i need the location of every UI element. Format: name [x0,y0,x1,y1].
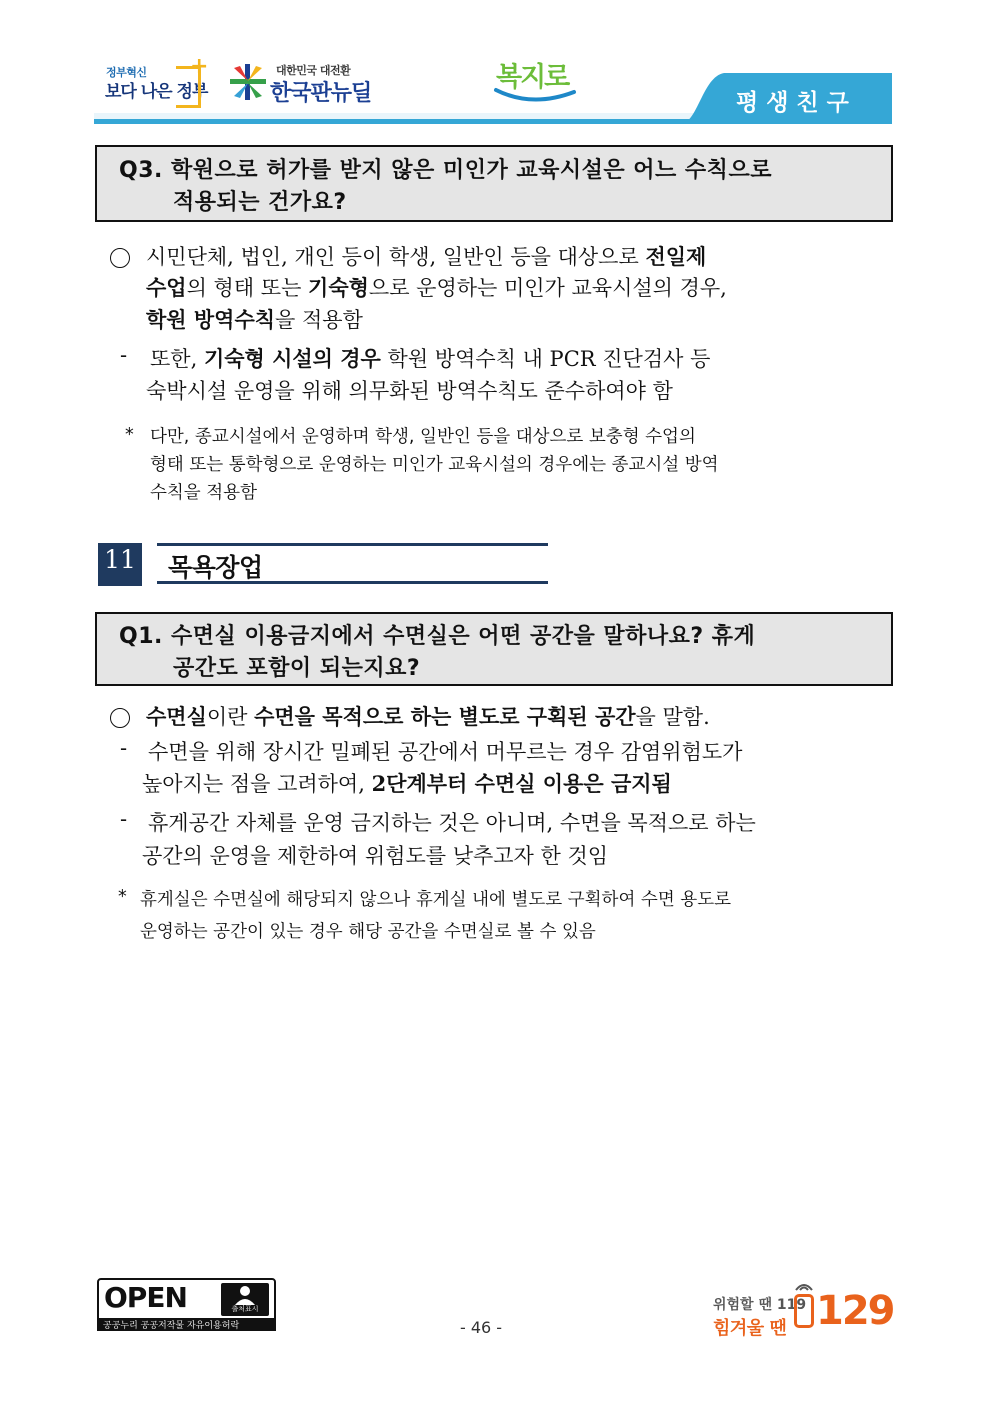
detail-bold-text: 기숙형 시설의 경우 [203,346,381,371]
dash-bullet: - [120,736,128,760]
answer-line [146,304,363,334]
question-box-q3 [95,145,893,222]
question-title-line2: 적용되는 건가요? [173,190,347,215]
circle-bullet-icon [110,248,130,268]
answer-bold-text: 수업 [146,275,187,300]
answer-text: 시민단체, 법인, 개인 등이 학생, 일반인 등을 대상으로 [146,245,646,269]
answer-text: 의 형태 또는 [186,276,309,300]
section-title-rule-top [157,543,548,546]
plus-icon: + [190,54,209,79]
hotline-129-number: 129 [816,1288,894,1334]
note-line: 수칙을 적용함 [150,483,257,503]
answer-text: 이란 [206,705,255,729]
detail-bold-text: 2단계부터 수면실 이용은 금지됨 [371,771,672,796]
attribution-label: 출처표시 [231,1305,259,1313]
hotline-119-text: 위험할 땐 119 [713,1297,807,1313]
answer-line [146,272,727,302]
dash-bullet: - [120,343,128,367]
kogl-bar-text: 공공누리 공공저작물 자유이용허락 [103,1321,240,1331]
question-title-line1: Q3. 학원으로 허가를 받지 않은 미인가 교육시설은 어느 수칙으로 [119,158,772,183]
question-title-line1: Q1. 수면실 이용금지에서 수면실은 어떤 공간을 말하나요? 휴게 [119,624,756,649]
person-icon [221,1283,269,1305]
detail-line: 숙박시설 운영을 위해 의무화된 방역수칙도 준수하여야 함 [146,379,673,403]
answer-text: 으로 운영하는 미인가 교육시설의 경우, [368,276,727,300]
question-title-line2: 공간도 포함이 되는지요? [173,656,421,681]
note-line: 다만, 종교시설에서 운영하며 학생, 일반인 등을 대상으로 보충형 수업의 [150,427,696,447]
kogl-open-label: OPEN [104,1281,187,1314]
section-number: 11 [104,545,136,574]
note-line: 운영하는 공간이 있는 경우 해당 공간을 수면실로 볼 수 있음 [140,922,596,942]
phone-icon [794,1294,814,1328]
korean-new-deal-logo-text: 한국판뉴딜 [270,81,372,106]
korean-new-deal-small-text: 대한민국 대전환 [276,64,351,77]
answer-line [146,241,706,271]
gov-innovation-logo-text: 보다 나은 정부 [105,82,208,102]
detail-line: 휴게공간 자체를 운영 금지하는 것은 아니며, 수면을 목적으로 하는 [148,811,756,835]
bokjiro-swoosh-icon [492,86,578,106]
circle-bullet-icon [110,708,130,728]
answer-bold-text: 학원 방역수칙 [146,307,276,332]
note-line: 형태 또는 통학형으로 운영하는 미인가 교육시설의 경우에는 종교시설 방역 [150,455,719,475]
detail-text: 높아지는 점을 고려하여, [142,772,372,796]
detail-text: 학원 방역수칙 내 PCR 진단검사 등 [380,347,711,371]
detail-text: 또한, [150,347,204,371]
answer-bold-text: 전일제 [645,244,707,269]
page-number: - 46 - [460,1318,503,1337]
answer-bold-text: 기숙형 [308,275,369,300]
bokjiro-logo-text: 복지로 [496,62,569,93]
detail-line: 수면을 위해 장시간 밀폐된 공간에서 머무르는 경우 감염위험도가 [148,740,743,764]
signal-icon [792,1276,816,1292]
answer-bold-text: 수면실 [146,704,207,729]
dash-bullet: - [120,807,128,831]
answer-text: 을 적용함 [275,308,363,332]
detail-line [142,768,672,798]
hotline-hard-times-text: 힘겨울 땐 [713,1318,787,1339]
note-line: 휴게실은 수면실에 해당되지 않으나 휴게실 내에 별도로 구획하여 수면 용도로 [140,890,732,910]
detail-line: 공간의 운영을 제한하여 위험도를 낮추고자 한 것임 [142,844,609,868]
answer-bold-text: 수면을 목적으로 하는 별도로 구획된 공간 [254,704,636,729]
note-asterisk: * [125,425,134,445]
korean-new-deal-icon [228,62,268,102]
answer-text: 을 말함. [635,705,710,729]
section-title: 목욕장업 [168,553,263,582]
detail-line [150,343,710,373]
question-box-q1 [95,612,893,686]
answer-line [146,701,710,731]
header-tab-label: 평생친구 [736,90,857,116]
gov-innovation-small-text: 정부혁신 [106,66,147,79]
note-asterisk: * [118,887,127,907]
